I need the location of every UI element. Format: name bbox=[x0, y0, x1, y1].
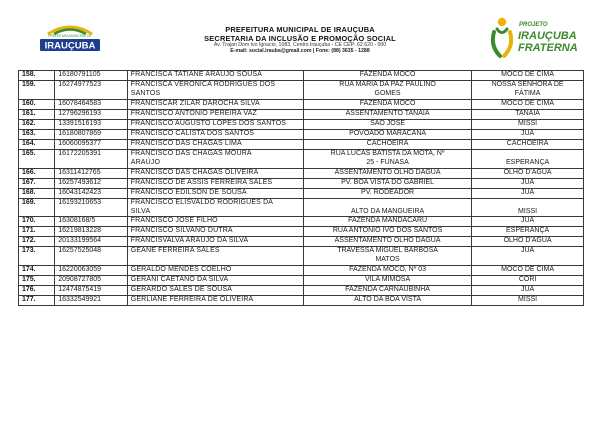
address-cell-line: RUA ANTONIO IVO DOS SANTOS bbox=[332, 227, 443, 235]
nis-cell: 16220063059 bbox=[55, 266, 128, 276]
address-cell bbox=[303, 129, 471, 139]
address-cell bbox=[303, 109, 471, 119]
name-cell-line: FRANCISCO EDILSON DE SOUSA bbox=[130, 188, 247, 196]
address-cell-line: TRAVESSA MIGUEL BARBOSA bbox=[337, 247, 438, 255]
address-cell-line: RUA MARIA DA PAZ PAULINO bbox=[339, 81, 436, 88]
row-number: 167. bbox=[19, 178, 55, 188]
address-cell bbox=[303, 286, 471, 296]
address-cell-line: VILA MIMOSA bbox=[365, 276, 411, 284]
name-cell-line: ARAÚJO bbox=[130, 158, 161, 166]
locality-cell-line: MISSI bbox=[518, 207, 538, 215]
row-number: 161. bbox=[19, 109, 55, 119]
name-cell-line: GEANE FERREIRA SALES bbox=[130, 247, 220, 255]
locality-cell-line: MOCÓ DE CIMA bbox=[501, 99, 555, 107]
locality-cell bbox=[472, 168, 584, 178]
nis-cell: 16193210653 bbox=[55, 198, 128, 217]
table-row bbox=[19, 81, 584, 100]
table-row bbox=[19, 276, 584, 286]
locality-cell-line: ESPERANÇA bbox=[505, 227, 550, 235]
address-cell bbox=[303, 296, 471, 306]
nis-cell: 13391516193 bbox=[55, 119, 128, 129]
nis-cell: 16274977523 bbox=[55, 81, 128, 100]
address-cell-line: FAZENDA MOCÓ bbox=[359, 99, 416, 107]
name-cell-line: FRANCISCO DAS CHAGAS LIMA bbox=[130, 139, 242, 147]
logo-line-2: IRAUÇUBA bbox=[518, 30, 577, 42]
name-cell bbox=[127, 237, 303, 247]
locality-cell bbox=[472, 227, 584, 237]
nis-cell: 16180807869 bbox=[55, 129, 128, 139]
name-cell-line: FRANCISCO SILVANO DUTRA bbox=[130, 227, 233, 235]
name-cell bbox=[127, 247, 303, 266]
address-cell bbox=[303, 178, 471, 188]
document-header bbox=[0, 0, 600, 70]
nis-cell: 12796296193 bbox=[55, 109, 128, 119]
table-row bbox=[19, 296, 584, 306]
table-row bbox=[19, 129, 584, 139]
name-cell-line: FRANCISCO ELISVALDO RODRIGUES DA bbox=[130, 198, 274, 206]
address-cell bbox=[303, 149, 471, 168]
row-number: 166. bbox=[19, 168, 55, 178]
name-cell bbox=[127, 286, 303, 296]
name-cell-line: FRANCISVALVA ARAÚJO DA SILVA bbox=[130, 237, 249, 245]
nis-cell: 16180791105 bbox=[55, 71, 128, 81]
row-number: 176. bbox=[19, 286, 55, 296]
address-cell-line: FAZENDA CARNAUBINHA bbox=[345, 286, 430, 294]
name-cell bbox=[127, 296, 303, 306]
locality-cell bbox=[472, 119, 584, 129]
name-cell-line: GERARDO SALES DE SOUSA bbox=[130, 286, 233, 294]
locality-cell bbox=[472, 247, 584, 266]
table-row bbox=[19, 119, 584, 129]
address-cell-line: CACHOEIRA bbox=[366, 139, 409, 147]
address-cell bbox=[303, 198, 471, 217]
name-cell bbox=[127, 81, 303, 100]
nis-cell: 16078464583 bbox=[55, 99, 128, 109]
locality-cell-line: NOSSA SENHORA DE bbox=[491, 81, 564, 88]
locality-cell-line: JUÁ bbox=[520, 129, 535, 137]
locality-cell bbox=[472, 178, 584, 188]
address-cell-line: ASSENTAMENTO TANAIÁ bbox=[345, 109, 430, 117]
address-line: Av. Trajan Dom Ivo Ignacio, 1083, Centro Irauçuba - CE CEP: 62.620 - 000 bbox=[213, 42, 387, 49]
table-row bbox=[19, 178, 584, 188]
address-cell bbox=[303, 119, 471, 129]
locality-cell-line: ESPERANÇA bbox=[505, 158, 550, 166]
address-cell-line: SÃO JOSÉ bbox=[370, 119, 406, 127]
row-number: 158. bbox=[19, 71, 55, 81]
row-number: 160. bbox=[19, 99, 55, 109]
row-number: 163. bbox=[19, 129, 55, 139]
address-cell-line: ALTO DA MANGUEIRA bbox=[350, 207, 425, 215]
row-number: 177. bbox=[19, 296, 55, 306]
table-row bbox=[19, 237, 584, 247]
name-cell bbox=[127, 266, 303, 276]
name-cell-line: FRANCISCO DAS CHAGAS MOURA bbox=[130, 149, 252, 157]
address-cell-line: POVOADO MARACANÃ bbox=[349, 129, 427, 137]
locality-cell-line: MISSI bbox=[518, 296, 538, 304]
locality-cell bbox=[472, 149, 584, 168]
email-phone-line: E-mail: social.irauba@gmail.com | Fone: (88) 3635 - 1288 bbox=[230, 48, 370, 54]
table-row bbox=[19, 71, 584, 81]
beneficiary-table-body bbox=[19, 71, 584, 306]
nis-cell: 16308168/5 bbox=[55, 217, 128, 227]
nis-cell: 12474875419 bbox=[55, 286, 128, 296]
address-cell bbox=[303, 188, 471, 198]
name-cell bbox=[127, 129, 303, 139]
name-cell bbox=[127, 139, 303, 149]
address-cell bbox=[303, 71, 471, 81]
name-cell-line: FRANCISCO DAS CHAGAS OLIVEIRA bbox=[130, 168, 259, 176]
table-row bbox=[19, 188, 584, 198]
locality-cell-line: MISSI bbox=[518, 119, 538, 127]
name-cell-line: FRANCISCO CALISTA DOS SANTOS bbox=[130, 129, 255, 137]
address-cell-line: PV. RODEADOR bbox=[361, 188, 415, 196]
table-row bbox=[19, 247, 584, 266]
name-cell-line: FRANCISCO AUGUSTO LOPES DOS SANTOS bbox=[130, 119, 287, 127]
locality-cell-line: JUÁ bbox=[520, 178, 535, 186]
name-cell-line: GERLIANE FERREIRA DE OLIVEIRA bbox=[130, 296, 254, 304]
locality-cell-line: OLHO D'ÁGUA bbox=[503, 168, 552, 176]
name-cell-line: FRANCISCO JOSÉ FILHO bbox=[130, 217, 218, 225]
locality-cell-line: CACHOEIRA bbox=[506, 139, 549, 147]
name-cell bbox=[127, 188, 303, 198]
row-number: 173. bbox=[19, 247, 55, 266]
locality-cell bbox=[472, 71, 584, 81]
nis-cell: 16219813228 bbox=[55, 227, 128, 237]
locality-cell-line: JUÁ bbox=[520, 286, 535, 294]
address-cell-line: 25 - FUNASA bbox=[366, 158, 409, 166]
page-bottom-margin bbox=[0, 416, 600, 425]
table-row bbox=[19, 168, 584, 178]
address-cell bbox=[303, 99, 471, 109]
address-cell-line: ASSENTAMENTO OLHO DAGUA bbox=[334, 168, 441, 176]
row-number: 162. bbox=[19, 119, 55, 129]
row-number: 171. bbox=[19, 227, 55, 237]
name-cell bbox=[127, 276, 303, 286]
address-cell bbox=[303, 139, 471, 149]
name-cell-line: GERANI CAETANO DA SILVA bbox=[130, 276, 229, 284]
name-cell-line: FRANCISCO DE ASSIS FERREIRA SALES bbox=[130, 178, 273, 186]
table-row bbox=[19, 198, 584, 217]
address-cell-line: FAZENDA MOCÓ, Nº 03 bbox=[349, 266, 426, 274]
nis-cell: 16257493612 bbox=[55, 178, 128, 188]
locality-cell bbox=[472, 276, 584, 286]
title-line-2: SECRETARIA DA INCLUSÃO E PROMOÇÃO SOCIAL bbox=[204, 33, 396, 43]
logo-line-1: PROJETO bbox=[519, 22, 548, 28]
locality-cell bbox=[472, 237, 584, 247]
nis-cell: 20908727805 bbox=[55, 276, 128, 286]
name-cell bbox=[127, 168, 303, 178]
name-cell-line: FRANCISCO ANTONIO PEREIRA VAZ bbox=[130, 109, 257, 117]
address-cell bbox=[303, 276, 471, 286]
table-row bbox=[19, 99, 584, 109]
table-row bbox=[19, 149, 584, 168]
locality-cell bbox=[472, 81, 584, 100]
irauçuba-fraterna-logo bbox=[488, 12, 583, 60]
logo-text: IRAUÇUBA bbox=[44, 40, 96, 52]
name-cell-line: GERALDO MENDES COELHO bbox=[130, 266, 232, 274]
address-cell bbox=[303, 247, 471, 266]
name-cell-line: FRANCISCA VERÔNICA RODRIGUES DOS bbox=[130, 81, 276, 88]
header-title-block bbox=[150, 26, 450, 55]
name-cell-line: SANTOS bbox=[130, 89, 161, 97]
name-cell bbox=[127, 178, 303, 188]
row-number: 168. bbox=[19, 188, 55, 198]
address-cell-line: MATOS bbox=[375, 256, 400, 264]
address-cell-line: GOMES bbox=[374, 89, 401, 97]
row-number: 172. bbox=[19, 237, 55, 247]
locality-cell bbox=[472, 99, 584, 109]
locality-cell-line: JUÁ bbox=[520, 217, 535, 225]
address-cell-line bbox=[307, 199, 468, 208]
name-cell bbox=[127, 99, 303, 109]
name-cell-line: FRANCISCA TATIANE ARAUJO SOUSA bbox=[130, 71, 263, 78]
logo-subtext: PREFEITURA MUNICIPAL DE bbox=[48, 34, 92, 38]
table-row bbox=[19, 217, 584, 227]
nis-cell: 16172205391 bbox=[55, 149, 128, 168]
nis-cell: 16060095377 bbox=[55, 139, 128, 149]
name-cell bbox=[127, 217, 303, 227]
nis-cell: 16311412765 bbox=[55, 168, 128, 178]
name-cell bbox=[127, 227, 303, 237]
address-cell bbox=[303, 266, 471, 276]
name-cell bbox=[127, 198, 303, 217]
row-number: 164. bbox=[19, 139, 55, 149]
row-number: 170. bbox=[19, 217, 55, 227]
beneficiary-table-wrap bbox=[18, 70, 584, 306]
address-cell-line: FAZENDA MOCÓ bbox=[359, 71, 416, 78]
locality-cell bbox=[472, 109, 584, 119]
row-number: 165. bbox=[19, 149, 55, 168]
nis-cell: 20133199564 bbox=[55, 237, 128, 247]
address-cell-line: ALTO DA BOA VISTA bbox=[354, 296, 422, 304]
name-cell-line: FRANCISCAR ZILAR DAROCHA SILVA bbox=[130, 99, 260, 107]
table-row bbox=[19, 286, 584, 296]
locality-cell-line: TANAIÁ bbox=[515, 109, 540, 117]
locality-cell bbox=[472, 217, 584, 227]
beneficiary-table bbox=[18, 70, 584, 306]
row-number: 159. bbox=[19, 81, 55, 100]
locality-cell bbox=[472, 139, 584, 149]
address-cell-line: FAZENDA MANDACARU bbox=[348, 217, 428, 225]
locality-cell bbox=[472, 266, 584, 276]
locality-cell-line: JUÁ bbox=[520, 247, 535, 255]
locality-cell bbox=[472, 296, 584, 306]
locality-cell bbox=[472, 188, 584, 198]
table-row bbox=[19, 109, 584, 119]
nis-cell: 16332549921 bbox=[55, 296, 128, 306]
name-cell-line: SILVA bbox=[130, 207, 151, 215]
irauçuba-city-logo bbox=[34, 22, 106, 58]
locality-cell bbox=[472, 286, 584, 296]
table-row bbox=[19, 266, 584, 276]
locality-cell-line: FÁTIMA bbox=[514, 89, 541, 97]
address-cell bbox=[303, 168, 471, 178]
title-line-1: PREFEITURA MUNICIPAL DE IRAUÇUBA bbox=[225, 25, 375, 34]
address-cell-line: ASSENTAMENTO OLHO DAGUA bbox=[334, 237, 441, 245]
logo-line-3: FRATERNA bbox=[518, 42, 578, 54]
locality-cell bbox=[472, 198, 584, 217]
address-cell bbox=[303, 237, 471, 247]
nis-cell: 16043142423 bbox=[55, 188, 128, 198]
locality-cell-line: OLHO D'ÁGUA bbox=[503, 237, 552, 245]
name-cell bbox=[127, 119, 303, 129]
address-cell bbox=[303, 217, 471, 227]
name-cell bbox=[127, 71, 303, 81]
locality-cell-line bbox=[475, 199, 580, 208]
table-row bbox=[19, 227, 584, 237]
address-cell bbox=[303, 81, 471, 100]
row-number: 169. bbox=[19, 198, 55, 217]
address-cell bbox=[303, 227, 471, 237]
name-cell bbox=[127, 149, 303, 168]
locality-cell-line: CORÍ bbox=[518, 276, 537, 284]
locality-cell-line bbox=[475, 150, 580, 159]
address-cell-line: RUA LUCAS BATISTA DA MOTA, Nº bbox=[330, 149, 445, 157]
locality-cell-line: MOCÓ DE CIMA bbox=[501, 266, 555, 274]
locality-cell-line: MOCÓ DE CIMA bbox=[501, 71, 555, 78]
address-cell-line: PV. BOA VISTA DO GABRIEL bbox=[341, 178, 435, 186]
row-number: 175. bbox=[19, 276, 55, 286]
nis-cell: 16257525048 bbox=[55, 247, 128, 266]
row-number: 174. bbox=[19, 266, 55, 276]
name-cell bbox=[127, 109, 303, 119]
locality-cell-line: JUÁ bbox=[520, 188, 535, 196]
table-row bbox=[19, 139, 584, 149]
locality-cell bbox=[472, 129, 584, 139]
